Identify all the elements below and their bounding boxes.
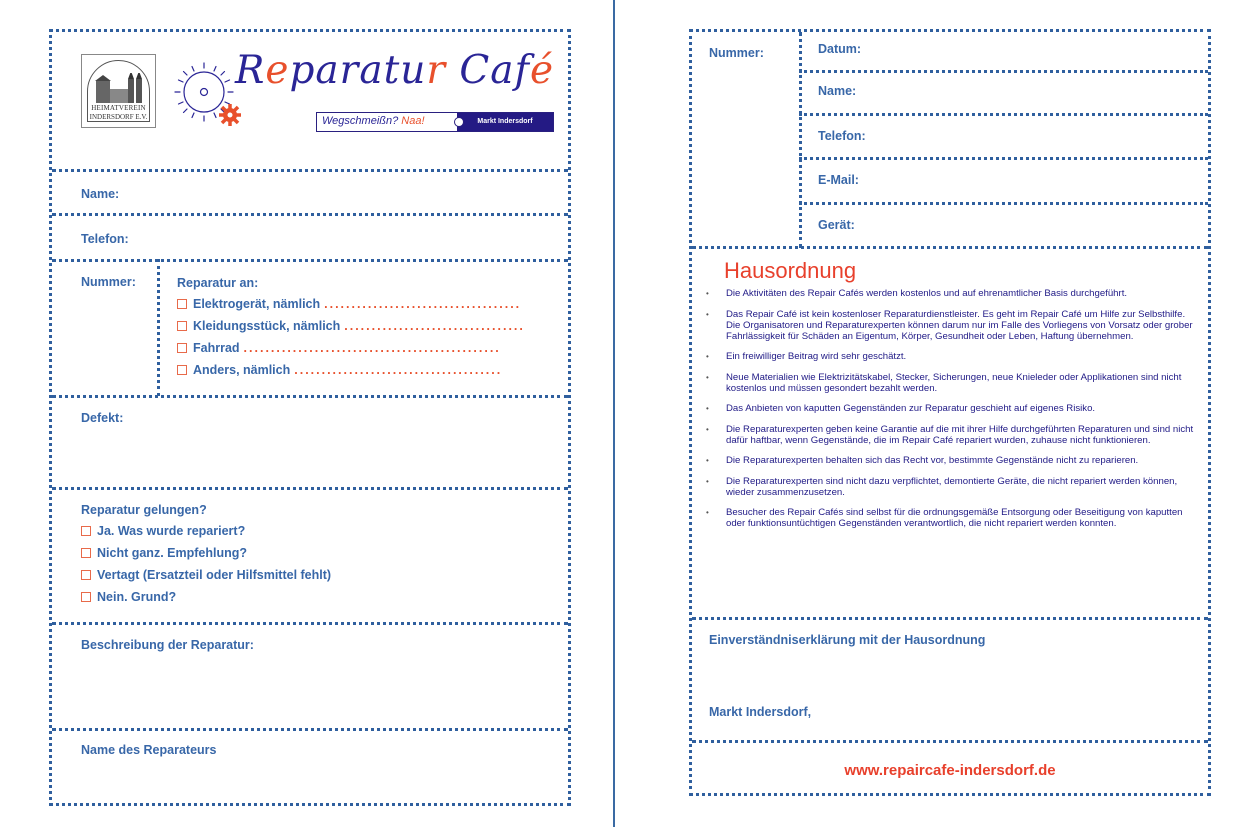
repair-form-page	[49, 29, 571, 806]
brand-part: Caf	[446, 48, 530, 93]
row-divider	[52, 622, 568, 625]
column-divider	[799, 32, 802, 248]
success-option-ja[interactable]	[81, 524, 245, 538]
checkbox[interactable]	[81, 548, 91, 558]
page-divider	[613, 0, 615, 827]
name-field-label[interactable]: Name:	[81, 187, 120, 201]
website-link[interactable]: www.repaircafe-indersdorf.de	[844, 762, 1056, 779]
reparateur-field-label[interactable]: Name des Reparateurs	[81, 743, 217, 757]
checkbox[interactable]	[177, 321, 187, 331]
telefon-field-label[interactable]: Telefon:	[818, 129, 866, 143]
rule-item: • Besucher des Repair Cafés sind selbst für die ordnungsgemäße Entsorgung oder Beseitigung von kaputten oder funktionsuntüchtigen Gegenständen verantwortlich, die nicht repariert werden konnten.	[704, 507, 1194, 529]
row-divider	[692, 740, 1208, 743]
brand-part: paratu	[289, 48, 427, 93]
row-divider	[799, 70, 1208, 73]
location-signature-label[interactable]: Markt Indersdorf,	[709, 705, 812, 719]
heimatverein-name: HEIMATVEREIN	[91, 104, 146, 112]
email-field-label[interactable]: E-Mail:	[818, 173, 859, 187]
brand-part-accent: e	[265, 48, 290, 93]
option-kleidungsstueck[interactable]	[177, 319, 525, 333]
option-elektrogeraet[interactable]	[177, 297, 521, 311]
nummer-field-label[interactable]: Nummer:	[81, 275, 136, 289]
name-field-label[interactable]: Name:	[818, 84, 857, 98]
option-label: Nicht ganz. Empfehlung?	[97, 546, 247, 560]
column-divider	[157, 259, 160, 396]
telefon-field-label[interactable]: Telefon:	[81, 232, 129, 246]
rule-item: • Die Aktivitäten des Repair Cafés werden kostenlos und auf ehrenamtlicher Basis durchgeführt.	[704, 288, 1194, 299]
consent-label: Einverständniserklärung mit der Hausordnung	[709, 633, 986, 647]
hausordnung-rules-list	[704, 288, 1194, 539]
brand-part-accent: é	[529, 48, 555, 93]
option-anders[interactable]	[177, 363, 502, 377]
row-divider	[52, 259, 568, 262]
checkbox[interactable]	[177, 299, 187, 309]
option-label: Fahrrad	[193, 341, 240, 355]
row-divider	[799, 157, 1208, 160]
option-label: Nein. Grund?	[97, 590, 177, 604]
nummer-field-label[interactable]: Nummer:	[709, 46, 764, 60]
tagline-badge: Markt Indersdorf	[457, 113, 553, 131]
reparatur-gelungen-label: Reparatur gelungen?	[81, 503, 207, 517]
row-divider	[52, 487, 568, 490]
row-divider	[692, 617, 1208, 620]
beschreibung-field-label[interactable]: Beschreibung der Reparatur:	[81, 638, 254, 652]
rule-item: • Das Anbieten von kaputten Gegenständen zur Reparatur geschieht auf eigenes Risiko.	[704, 403, 1194, 414]
row-divider	[52, 213, 568, 216]
reparatur-an-label: Reparatur an:	[177, 276, 259, 290]
toggle-knob-icon	[454, 117, 464, 127]
heimatverein-place: INDERSDORF E.V.	[89, 113, 148, 121]
rule-item: • Die Reparaturexperten sind nicht dazu verpflichtet, demontierte Geräte, die nicht repariert werden können, wieder zusammenzusetzen.	[704, 476, 1194, 498]
row-divider	[799, 202, 1208, 205]
option-label: Ja. Was wurde repariert?	[97, 524, 246, 538]
rule-item: • Neue Materialien wie Elektrizitätskabel, Stecker, Sicherungen, neue Knieleder oder Applikationen sind nicht kostenlos und müssen gesondert bezahlt werden.	[704, 372, 1194, 394]
brand-part-accent: r	[426, 48, 447, 93]
rule-item: • Die Reparaturexperten behalten sich das Recht vor, bestimmte Gegenstände nicht zu reparieren.	[704, 455, 1194, 466]
row-divider	[52, 169, 568, 172]
row-divider	[52, 395, 568, 398]
hausordnung-page	[689, 29, 1211, 796]
fill-line[interactable]: ......................................	[294, 363, 503, 377]
castle-icon	[94, 73, 144, 103]
hausordnung-heading: Hausordnung	[724, 258, 857, 283]
option-label: Anders, nämlich	[193, 363, 291, 377]
tagline-text	[317, 113, 457, 131]
rule-item: • Ein freiwilliger Beitrag wird sehr geschätzt.	[704, 351, 1194, 362]
success-option-vertagt[interactable]	[81, 568, 331, 582]
success-option-nein[interactable]	[81, 590, 176, 604]
tagline-banner	[316, 112, 554, 132]
checkbox[interactable]	[177, 365, 187, 375]
fill-line[interactable]: ....................................	[324, 297, 522, 311]
brand-title	[235, 48, 554, 93]
fill-line[interactable]: ...............................................	[243, 341, 501, 355]
checkbox[interactable]	[81, 592, 91, 602]
heimatverein-logo	[81, 54, 156, 128]
rule-item: • Das Repair Café ist kein kostenloser Reparaturdienstleister. Es geht im Repair Café um Hilfe zur Selbsthilfe. Die Organisatoren und Reparaturexperten können darum nur im Falle des Vorliegens von Vorsatz oder grober Fahrlässigkeit für Schäden an Eigentum, Körper, Gesundheit oder Leben, Haftung übernehmen.	[704, 309, 1194, 342]
checkbox[interactable]	[81, 526, 91, 536]
row-divider	[52, 728, 568, 731]
tagline-accent: Naa!	[401, 115, 425, 127]
checkbox[interactable]	[81, 570, 91, 580]
row-divider	[799, 113, 1208, 116]
tagline-main: Wegschmeißn?	[322, 115, 399, 127]
datum-field-label[interactable]: Datum:	[818, 42, 862, 56]
row-divider	[692, 246, 1208, 249]
option-label: Kleidungsstück, nämlich	[193, 319, 341, 333]
defekt-field-label[interactable]: Defekt:	[81, 411, 124, 425]
option-fahrrad[interactable]	[177, 341, 501, 355]
brand-part: R	[235, 48, 266, 93]
checkbox[interactable]	[177, 343, 187, 353]
geraet-field-label[interactable]: Gerät:	[818, 218, 855, 232]
rule-item: • Die Reparaturexperten geben keine Garantie auf die mit ihrer Hilfe durchgeführten Reparaturen und sind nicht dafür haftbar, wenn Gegenstände, die im Repair Café repariert wurden, zuhause nicht funktionieren.	[704, 424, 1194, 446]
fill-line[interactable]: .................................	[344, 319, 525, 333]
option-label: Vertagt (Ersatzteil oder Hilfsmittel fehlt)	[97, 568, 332, 582]
success-option-nicht-ganz[interactable]	[81, 546, 247, 560]
option-label: Elektrogerät, nämlich	[193, 297, 321, 311]
